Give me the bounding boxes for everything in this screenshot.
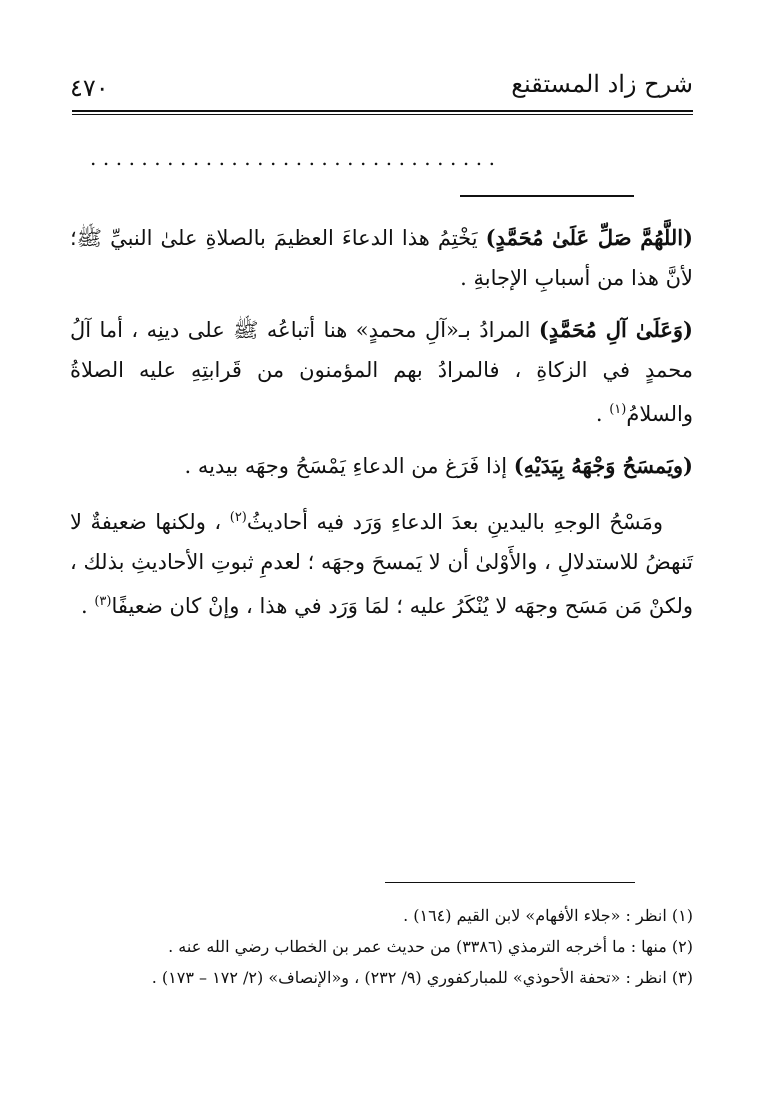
commentary-text: إذا فَرَغ من الدعاءِ يَمْسَحُ وجهَه بيديه . (184, 454, 514, 478)
footnotes (70, 900, 693, 993)
commentary-text: يَخْتِمُ هذا الدعاءَ العظيمَ بالصلاةِ علىٰ النبيِّ ﷺ؛ لأنَّ هذا من أسبابِ الإجابةِ . (70, 226, 693, 290)
footnote-ref[interactable]: (١) (609, 402, 627, 417)
footnote-rule (385, 882, 635, 883)
running-title: شرح زاد المستقنع (511, 70, 693, 98)
footnote: (١) انظر : «جلاء الأفهام» لابن القيم (١٦٤) . (403, 906, 693, 925)
footnote: (٣) انظر : «تحفة الأحوذي» للمباركفوري (٩/ ٢٣٢) ، و«الإنصاف» (٢/ ١٧٢ – ١٧٣) . (151, 968, 693, 987)
footnote-ref[interactable]: (٣) (94, 594, 112, 609)
matn-lemma: (ويَمسَحُ وَجْهَهُ بِيَدَيْهِ) (513, 453, 693, 478)
matn-lemma: (اللَّهُمَّ صَلِّ عَلَىٰ مُحَمَّدٍ) (485, 225, 693, 250)
paragraph-end: . (80, 594, 95, 618)
commentary-text: ومَسْحُ الوجهِ باليدينِ بعدَ الدعاءِ وَرَد فيه أحاديثُ (246, 510, 663, 534)
dotted-separator: ................................ (90, 146, 502, 170)
footnote: (٢) منها : ما أخرجه الترمذي (٣٣٨٦) من حديث عمر بن الخطاب رضي الله عنه . (168, 937, 693, 956)
paragraph (70, 218, 693, 298)
header-rule (72, 110, 693, 112)
section-rule (460, 195, 634, 197)
commentary-text: ، ولكنها ضعيفةٌ لا تَنهضُ للاستدلالِ ، والأَوْلىٰ أن لا يَمسحَ وجهَه ؛ لعدمِ ثبوتِ الأحاديثِ بذلك ، ولكنْ مَن مَسَح وجهَه لا يُنْكَرُ عليه ؛ لمَا وَرَد في هذا ، وإنْ كان ضعيفًا (70, 510, 693, 618)
header-rule-thin (72, 114, 693, 115)
paragraph (70, 498, 693, 626)
paragraph-end: . (595, 402, 610, 426)
matn-lemma: (وَعَلَىٰ آلِ مُحَمَّدٍ) (538, 317, 693, 342)
paragraph (70, 310, 693, 434)
commentary-text: المرادُ بـ«آلِ محمدٍ» هنا أتباعُه ﷺ على دينِه ، أما آلُ محمدٍ في الزكاةِ ، فالمرادُ بهم المؤمنون من قَرابتِهِ عليه الصلاةُ والسلامُ (70, 318, 693, 426)
page-number: ٤٧٠ (70, 74, 109, 102)
footnote-ref[interactable]: (٢) (229, 510, 247, 525)
main-text (70, 218, 693, 638)
paragraph (70, 446, 693, 486)
page-header (70, 66, 693, 102)
